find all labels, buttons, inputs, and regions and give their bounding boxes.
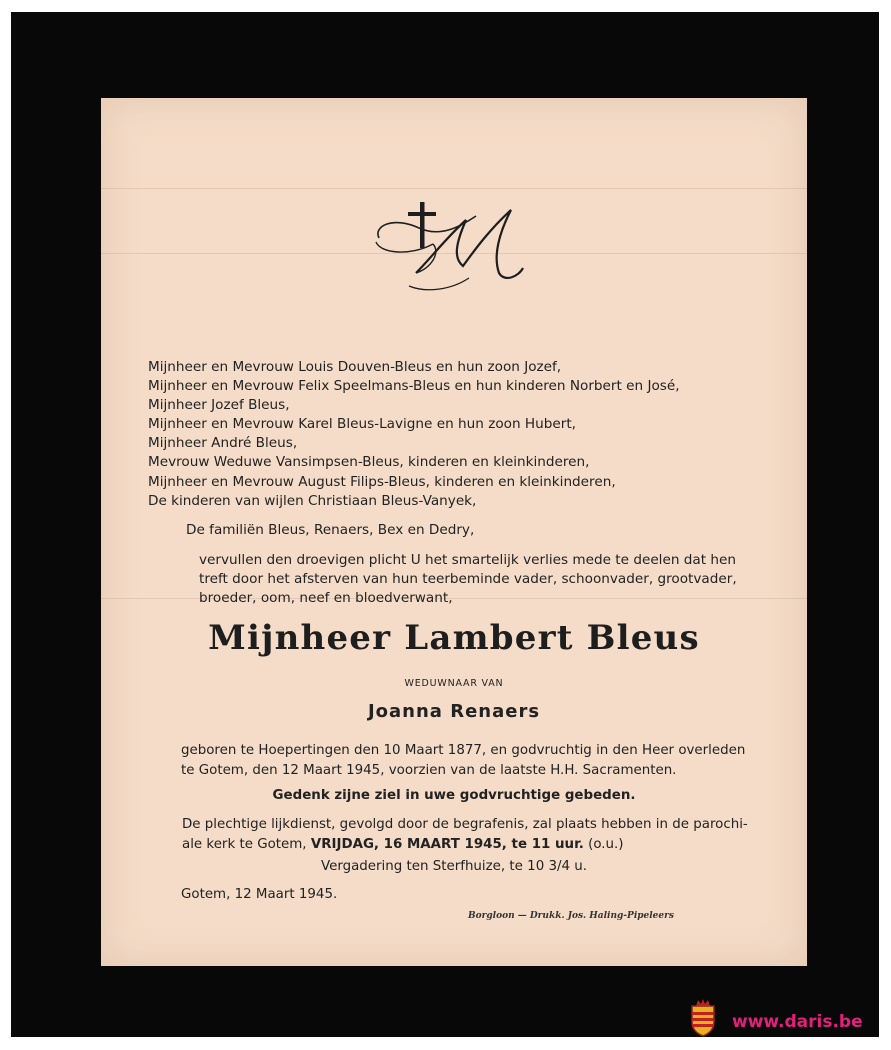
meeting-text: Vergadering ten Sterfhuize, te 10 3/4 u. bbox=[320, 859, 588, 874]
deceased-name: Mijnheer Lambert Bleus bbox=[208, 618, 700, 658]
service-location: ale kerk te Gotem, bbox=[182, 837, 307, 852]
printer-credit: Borgloon — Drukk. Jos. Haling-Pipeleers bbox=[468, 911, 674, 921]
funeral-service-text bbox=[182, 815, 748, 855]
watermark-url: www.daris.be bbox=[732, 1012, 863, 1032]
announcement-text bbox=[199, 551, 749, 609]
service-date: VRIJDAG, 16 MAART 1945, te 11 uur. bbox=[310, 837, 584, 852]
prayer-request: Gedenk zijne ziel in uwe godvruchtige gebeden. bbox=[272, 788, 636, 803]
extended-families: De familiën Bleus, Renaers, Bex en Dedry, bbox=[186, 522, 475, 538]
birth-death-line: te Gotem, den 12 Maart 1945, voorzien van de laatste H.H. Sacramenten. bbox=[181, 762, 677, 778]
paper-fold bbox=[101, 188, 807, 189]
cross-monogram-icon bbox=[371, 198, 531, 298]
birth-death-text bbox=[181, 741, 745, 780]
family-line: Mijnheer en Mevrouw Karel Bleus-Lavigne en hun zoon Hubert, bbox=[148, 416, 576, 433]
widower-label: WEDUWNAAR VAN bbox=[404, 678, 504, 689]
family-line: Mevrouw Weduwe Vansimpsen-Bleus, kinderen en kleinkinderen, bbox=[148, 454, 590, 471]
announcement-line: treft door het afsterven van hun teerbeminde vader, schoonvader, grootvader, bbox=[199, 571, 737, 588]
announcement-line: broeder, oom, neef en bloedverwant, bbox=[199, 590, 453, 607]
family-line: Mijnheer en Mevrouw Louis Douven-Bleus en hun zoon Jozef, bbox=[148, 359, 562, 375]
announcement-line: vervullen den droevigen plicht U het smartelijk verlies mede te deelen dat hen bbox=[199, 552, 736, 568]
service-line: De plechtige lijkdienst, gevolgd door de begrafenis, zal plaats hebben in de parochi- bbox=[182, 817, 748, 832]
family-line: Mijnheer André Bleus, bbox=[148, 435, 298, 452]
family-line: Mijnheer en Mevrouw August Filips-Bleus, kinderen en kleinkinderen, bbox=[148, 473, 616, 490]
service-line bbox=[182, 835, 748, 855]
memorial-card bbox=[101, 98, 807, 966]
place-date: Gotem, 12 Maart 1945. bbox=[181, 887, 338, 902]
family-line: Mijnheer Jozef Bleus, bbox=[148, 397, 290, 414]
birth-death-line: geboren te Hoepertingen den 10 Maart 1877, en godvruchtig in den Heer overleden bbox=[181, 743, 746, 758]
family-line: De kinderen van wijlen Christiaan Bleus-Vanyek, bbox=[148, 492, 477, 509]
family-line: Mijnheer en Mevrouw Felix Speelmans-Bleus en hun kinderen Norbert en José, bbox=[148, 378, 680, 395]
family-list bbox=[148, 358, 798, 511]
spouse-name: Joanna Renaers bbox=[367, 701, 541, 722]
coat-of-arms-icon bbox=[688, 998, 718, 1038]
service-time-note: (o.u.) bbox=[588, 837, 624, 852]
